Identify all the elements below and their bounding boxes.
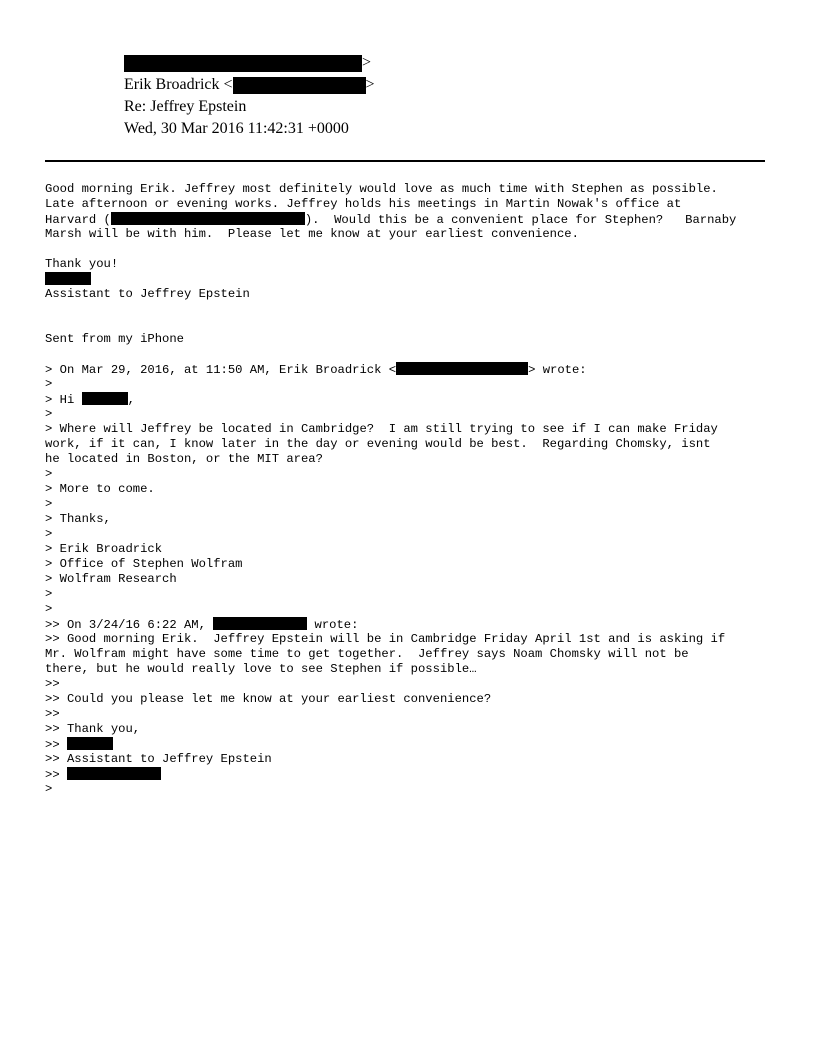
nested-quote-line: >> On 3/24/16 6:22 AM, wrote: xyxy=(45,618,359,632)
from-value: > xyxy=(124,52,371,74)
quote-line: > xyxy=(45,377,53,391)
redaction-block xyxy=(45,272,91,285)
redaction-block xyxy=(82,392,128,405)
quote-line: > Wolfram Research xyxy=(45,572,177,586)
nested-quote-line: there, but he would really love to see Stephen if possible… xyxy=(45,662,477,676)
quote-line: > xyxy=(45,782,53,796)
sent-from: Sent from my iPhone xyxy=(45,332,184,346)
body-line: Thank you! xyxy=(45,257,119,271)
blank-line xyxy=(45,302,785,317)
subject-value: Re: Jeffrey Epstein xyxy=(124,98,247,115)
quote-line: > xyxy=(45,497,53,511)
quote-line: > More to come. xyxy=(45,482,155,496)
nested-quote-line: >> Good morning Erik. Jeffrey Epstein will be in Cambridge Friday April 1st and is asking if xyxy=(45,632,726,646)
date-value: Wed, 30 Mar 2016 11:42:31 +0000 xyxy=(124,120,349,137)
redaction-block xyxy=(233,77,366,94)
quote-line: > On Mar 29, 2016, at 11:50 AM, Erik Broadrick < > wrote: xyxy=(45,363,587,377)
quote-line: > Thanks, xyxy=(45,512,111,526)
quote-line: > xyxy=(45,407,53,421)
redaction-block xyxy=(124,55,362,72)
quote-line: > xyxy=(45,587,53,601)
blank-line xyxy=(45,317,785,332)
quote-line: > xyxy=(45,527,53,541)
quote-line: > Where will Jeffrey be located in Cambridge? I am still trying to see if I can make Friday xyxy=(45,422,718,436)
nested-quote-line: >> Thank you, xyxy=(45,722,141,736)
blank-line xyxy=(45,347,785,362)
body-line: Good morning Erik. Jeffrey most definitely would love as much time with Stephen as possible. xyxy=(45,182,718,196)
nested-quote-line: >> xyxy=(45,677,60,691)
nested-quote-line: >> Could you please let me know at your earliest convenience? xyxy=(45,692,492,706)
redaction-block xyxy=(67,767,161,780)
to-value: Erik Broadrick < > xyxy=(124,76,375,93)
signature-title: Assistant to Jeffrey Epstein xyxy=(45,287,250,301)
nested-quote-line: >> xyxy=(45,767,785,782)
quote-line: he located in Boston, or the MIT area? xyxy=(45,452,323,466)
quote-line: > xyxy=(45,467,53,481)
body-line: Marsh will be with him. Please let me know at your earliest convenience. xyxy=(45,227,579,241)
redaction-block xyxy=(111,212,305,225)
quote-line: > Erik Broadrick xyxy=(45,542,163,556)
header-divider xyxy=(45,160,765,162)
body-line: Late afternoon or evening works. Jeffrey holds his meetings in Martin Nowak's office at xyxy=(45,197,682,211)
redaction-block xyxy=(213,617,307,630)
nested-quote-line: Mr. Wolfram might have some time to get together. Jeffrey says Noam Chomsky will not be xyxy=(45,647,689,661)
nested-quote-line: >> Assistant to Jeffrey Epstein xyxy=(45,752,272,766)
email-body xyxy=(45,182,785,797)
body-line: Harvard ( ). Would this be a convenient place for Stephen? Barnaby xyxy=(45,213,737,227)
nested-quote-line: >> xyxy=(45,737,785,752)
nested-quote-line: >> xyxy=(45,707,60,721)
quote-line: > Hi , xyxy=(45,393,135,407)
signature-name xyxy=(45,272,785,287)
redaction-block xyxy=(67,737,113,750)
quote-line: work, if it can, I know later in the day or evening would be best. Regarding Chomsky, isnt xyxy=(45,437,711,451)
redaction-block xyxy=(396,362,528,375)
quote-line: > xyxy=(45,602,53,616)
blank-line xyxy=(45,242,785,257)
quote-line: > Office of Stephen Wolfram xyxy=(45,557,243,571)
